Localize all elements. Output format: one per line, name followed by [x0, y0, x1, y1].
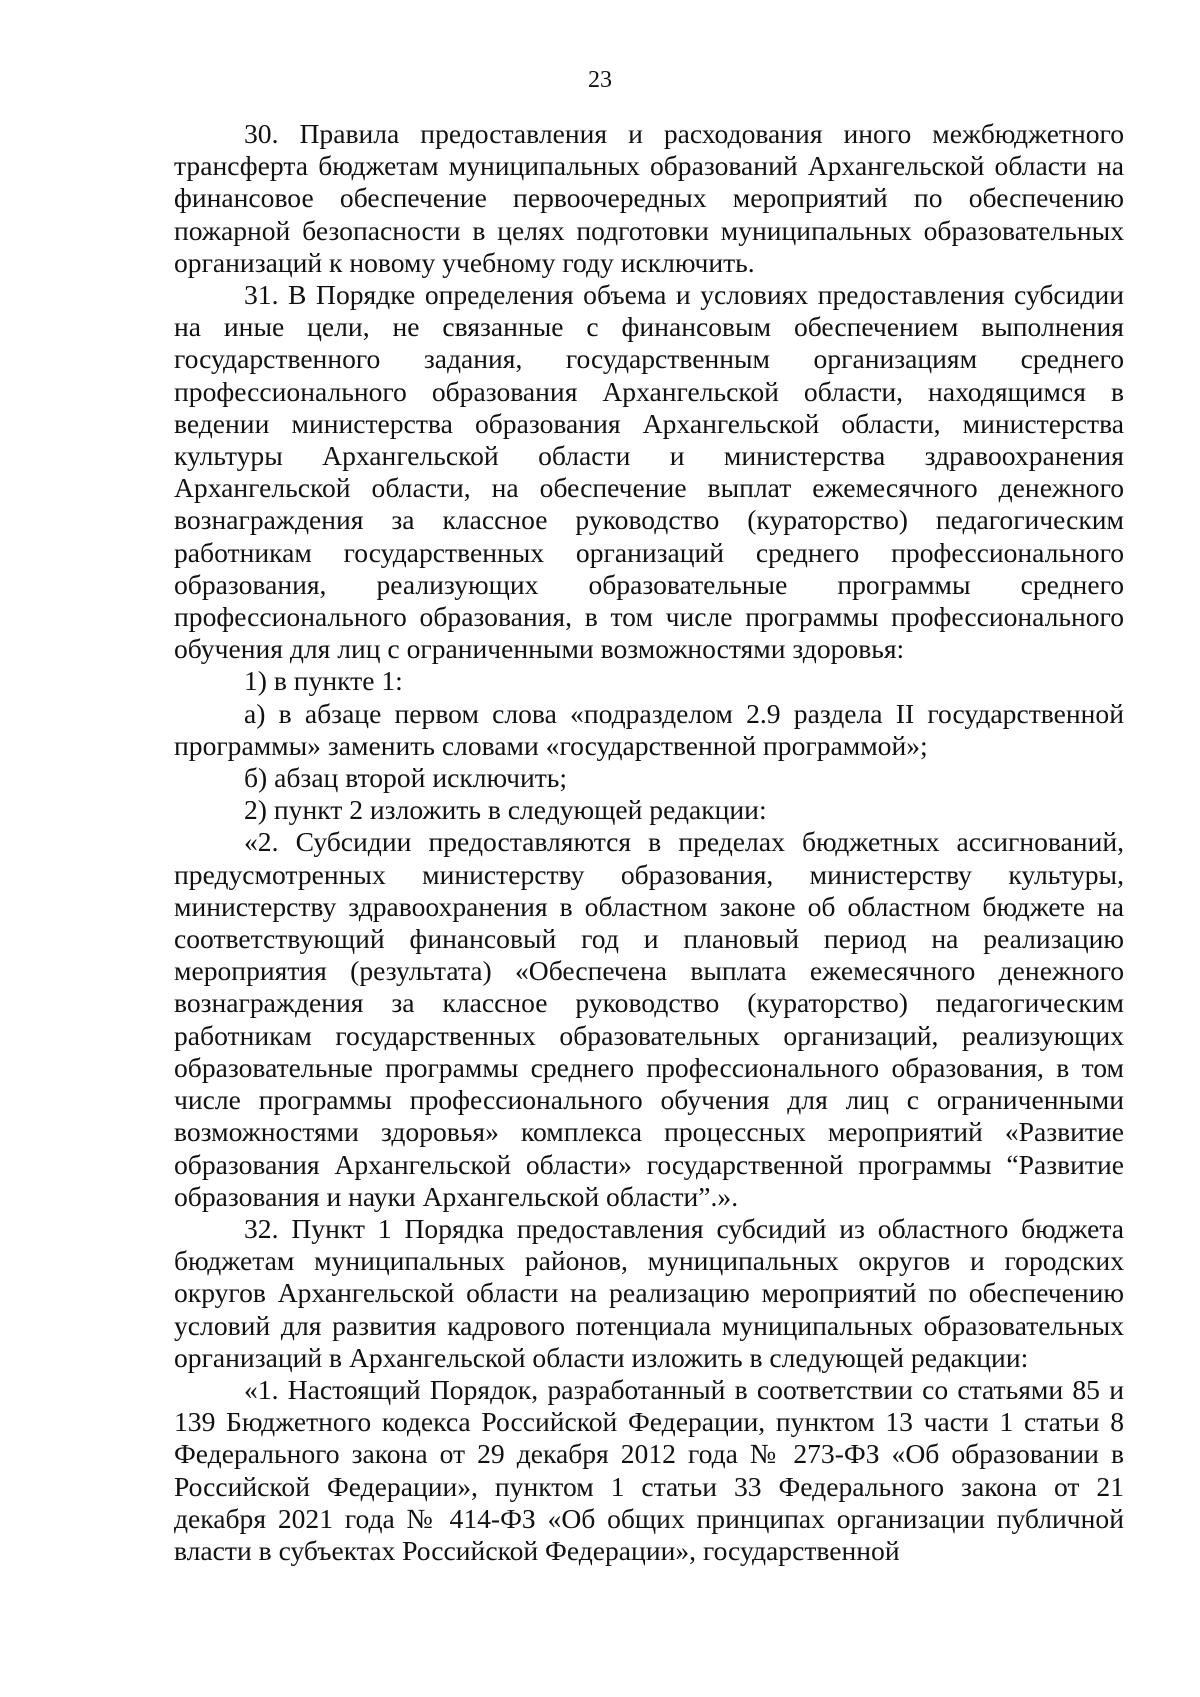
paragraph-item-32: 32. Пункт 1 Порядка предоставления субсидий из областного бюджета бюджетам муниципальных районов, муниципальных округов и городских округов Архангельской области на реализацию мероприятий по обеспечению условий для развития кадрового потенциала муниципальных образовательных организаций в Архангельской области изложить в следующей редакции: — [174, 1212, 1124, 1373]
paragraph-item-30: 30. Правила предоставления и расходования иного межбюджетного трансферта бюджетам муниципальных образований Архангельской области на финансовое обеспечение первоочередных мероприятий по обеспечению пожарной безопасности в целях подготовки муниципальных образовательных организаций к новому учебному году исключить. — [174, 118, 1124, 278]
page-number: 23 — [588, 67, 612, 93]
quoted-clause-2: «2. Субсидии предоставляются в пределах бюджетных ассигнований, предусмотренных министерству образования, министерству культуры, министерству здравоохранения в областном законе об областном бюджете на соответствующий финансовый год и плановый период на реализацию мероприятия (результата) «Обеспечена выплата ежемесячного денежного вознаграждения за классное руководство (кураторство) педагогическим работникам государственных образовательных организаций, реализующих образовательные программы среднего профессионального образования, в том числе программы профессионального обучения для лиц с ограниченными возможностями здоровья» комплекса процессных мероприятий «Развитие образования Архангельской области» государственной программы “Развитие образования и науки Архангельской области”.». — [174, 826, 1124, 1212]
subitem-1: 1) в пункте 1: — [244, 665, 403, 697]
subitem-1a: а) в абзаце первом слова «подразделом 2.9 раздела II государственной программы» заменить словами «государственной программой»; — [174, 697, 1124, 761]
paragraph-item-31: 31. В Порядке определения объема и условиях предоставления субсидии на иные цели, не связанные с финансовым обеспечением выполнения государственного задания, государственным организациям среднего профессионального образования Архангельской области, находящимся в ведении министерства образования Архангельской области, министерства культуры Архангельской области и министерства здравоохранения Архангельской области, на обеспечение выплат ежемесячного денежного вознаграждения за классное руководство (кураторство) педагогическим работникам государственных организаций среднего профессионального образования, реализующих образовательные программы среднего профессионального образования, в том числе программы профессионального обучения для лиц с ограниченными возможностями здоровья: — [174, 279, 1124, 665]
document-body — [174, 118, 1124, 1567]
subitem-1b: б) абзац второй исключить; — [244, 762, 568, 794]
subitem-2: 2) пункт 2 изложить в следующей редакции: — [244, 794, 767, 826]
quoted-clause-1: «1. Настоящий Порядок, разработанный в соответствии со статьями 85 и 139 Бюджетного кодекса Российской Федерации, пунктом 13 части 1 статьи 8 Федерального закона от 29 декабря 2012 года № 273-ФЗ «Об образовании в Российской Федерации», пунктом 1 статьи 33 Федерального закона от 21 декабря 2021 года № 414-ФЗ «Об общих принципах организации публичной власти в субъектах Российской Федерации», государственной — [174, 1373, 1124, 1566]
